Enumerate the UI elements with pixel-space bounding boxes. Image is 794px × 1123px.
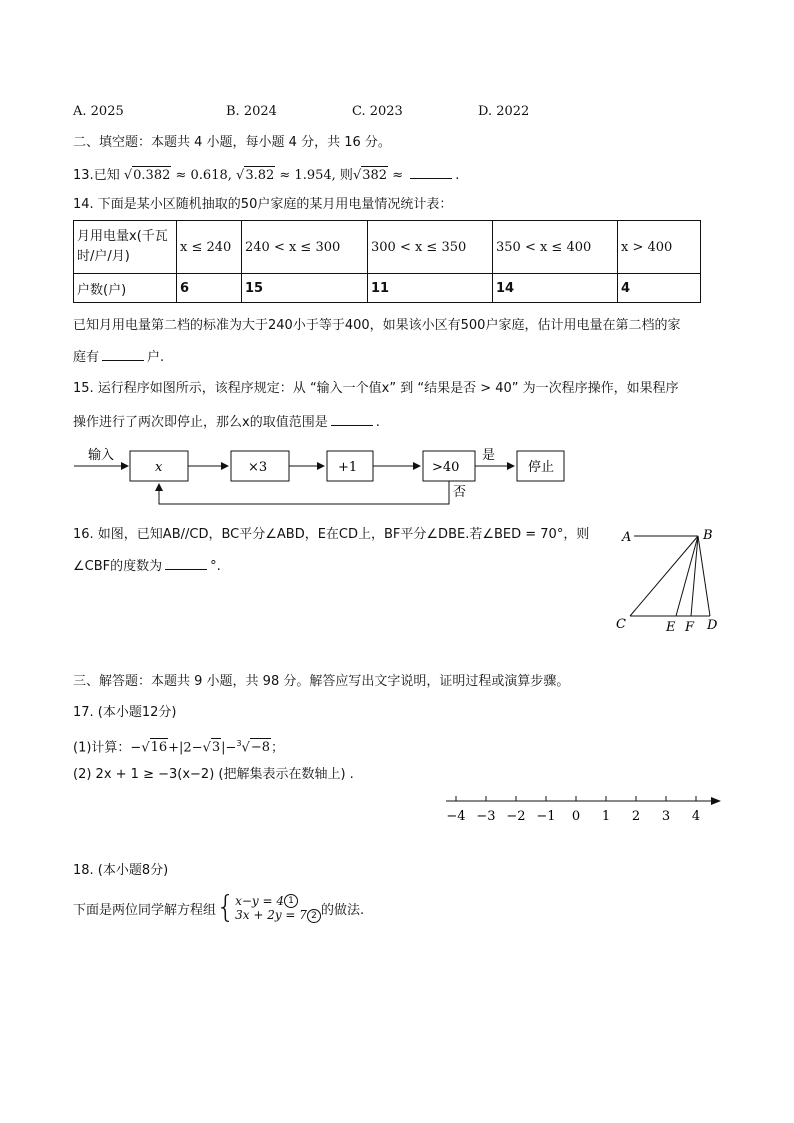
- q18-text-b: 的做法.: [320, 902, 365, 918]
- sqrt-sign: √: [352, 168, 362, 183]
- answer-blank[interactable]: [102, 347, 144, 361]
- q16-line-2: [73, 556, 221, 576]
- q13-number: 13.: [73, 168, 94, 183]
- q15-line-2a: 操作进行了两次即停止，那么x的取值范围是: [73, 415, 328, 430]
- q17-p1-c: |−: [221, 740, 237, 756]
- point-a-label: A: [622, 530, 632, 545]
- q13-end: .: [455, 168, 460, 183]
- q15-line-1: 15. 运行程序如图所示，该程序规定：从 “输入一个值x” 到 “结果是否 > 40” 为一次程序操作，如果程序: [73, 381, 679, 396]
- point-e-label: E: [666, 620, 676, 635]
- table-cell: 14: [493, 274, 618, 303]
- q13-value-1: ≈ 0.618,: [175, 168, 232, 183]
- answer-blank[interactable]: [410, 165, 452, 179]
- number-line-label: 4: [691, 809, 701, 824]
- number-line-label: −2: [506, 809, 526, 824]
- sqrt-sign: √: [123, 168, 133, 183]
- q13-radicand-1: 0.382: [133, 168, 171, 183]
- q14-text-2a: 庭有: [73, 350, 100, 365]
- q17-part-2: (2) 2x + 1 ≥ −3(x−2) (把解集表示在数轴上) .: [73, 767, 354, 782]
- choice-b: B. 2024: [226, 104, 277, 119]
- q17-heading: 17. (本小题12分): [73, 705, 177, 720]
- point-f-label: F: [685, 620, 695, 635]
- q18-text-a: 下面是两位同学解方程组: [73, 902, 217, 918]
- question-14-intro: 14. 下面是某小区随机抽取的50户家庭的某月用电量情况统计表：: [73, 197, 453, 212]
- flow-box-x-label: x: [155, 460, 163, 475]
- q17-p1-b: +|2−: [168, 740, 203, 756]
- answer-blank[interactable]: [165, 556, 207, 570]
- point-b-label: B: [703, 528, 713, 543]
- q17-p1-d: ；: [271, 740, 285, 756]
- q17-radicand-3: −8: [250, 740, 271, 756]
- number-line-label: −1: [536, 809, 556, 824]
- circled-number: 1: [284, 894, 298, 908]
- q13-prefix: 已知: [93, 168, 120, 183]
- choice-d: D. 2022: [478, 104, 530, 119]
- number-line-label: 2: [631, 809, 641, 824]
- table-cell: x ≤ 240: [177, 221, 242, 274]
- flow-box-plus1-label: +1: [338, 460, 358, 475]
- equation-2: 3x + 2y = 7: [235, 908, 307, 922]
- section-3-heading: 三、解答题：本题共 9 小题，共 98 分。解答应写出文字说明，证明过程或演算步骤。: [73, 674, 570, 689]
- electricity-table: [73, 220, 701, 303]
- q14-text-1: 已知月用电量第二档的标准为大于240小于等于400，如果该小区有500户家庭，估计用电量在第二档的家: [73, 318, 681, 333]
- point-c-label: C: [616, 617, 626, 632]
- q15-line-2b: .: [375, 415, 380, 430]
- segment-bc: [630, 536, 698, 616]
- q16-line-1: 16. 如图，已知AB//CD，BC平分∠ABD，E在CD上，BF平分∠DBE.若∠BED = 70°，则: [73, 527, 590, 542]
- section-2-heading: 二、填空题：本题共 4 小题，每小题 4 分，共 16 分。: [73, 135, 391, 150]
- number-line-label: 3: [661, 809, 671, 824]
- circled-number: 2: [307, 909, 321, 923]
- answer-blank[interactable]: [331, 412, 373, 426]
- table-cell: 300 < x ≤ 350: [368, 221, 493, 274]
- segment-bd: [698, 536, 710, 616]
- q17-radicand-2: 3: [211, 740, 221, 756]
- q18-statement: [73, 890, 364, 926]
- q16-line-2b: °.: [210, 559, 221, 574]
- table-cell: x > 400: [618, 221, 701, 274]
- table-cell: 6: [177, 274, 242, 303]
- q18-heading: 18. (本小题8分): [73, 863, 169, 878]
- q13-value-3: ≈: [392, 168, 404, 183]
- cube-root-index: 3: [236, 739, 242, 748]
- point-d-label: D: [707, 618, 718, 633]
- table-cell: 11: [368, 274, 493, 303]
- choice-c: C. 2023: [352, 104, 403, 119]
- sqrt-sign: √: [141, 740, 150, 756]
- q14-text-2: [73, 347, 164, 367]
- table-cell: 240 < x ≤ 300: [242, 221, 368, 274]
- sqrt-sign: √: [202, 740, 211, 756]
- table-header-cell: 户数(户): [74, 274, 177, 303]
- q15-line-2: [73, 412, 380, 432]
- equation-system: [235, 894, 321, 923]
- table-row: [74, 221, 701, 274]
- flow-box-times3-label: ×3: [248, 460, 268, 475]
- flow-no-label: 否: [453, 485, 467, 500]
- choice-a: A. 2025: [73, 104, 124, 119]
- q13-radicand-3: 382: [362, 168, 388, 183]
- geometry-figure: [612, 522, 728, 638]
- number-line: [440, 788, 730, 828]
- number-line-label: 1: [601, 809, 611, 824]
- sqrt-sign: √: [241, 740, 250, 756]
- q13-radicand-2: 3.82: [245, 168, 275, 183]
- number-line-label: −3: [476, 809, 496, 824]
- q16-line-2a: ∠CBF的度数为: [73, 559, 163, 574]
- sqrt-sign: √: [236, 168, 245, 183]
- q13-then: 则: [339, 168, 353, 183]
- flow-box-compare-label: >40: [432, 460, 460, 475]
- q17-p1-a: (1)计算：−: [73, 740, 142, 756]
- q13-value-2: ≈ 1.954,: [279, 168, 336, 183]
- table-row: [74, 274, 701, 303]
- q17-part-1: [73, 735, 284, 757]
- brace: {: [216, 890, 236, 925]
- table-cell: 15: [242, 274, 368, 303]
- equation-1: x−y = 4: [235, 893, 285, 908]
- flow-box-stop-label: 停止: [528, 460, 555, 475]
- question-13: [73, 165, 459, 185]
- q17-radicand-1: 16: [150, 740, 168, 756]
- number-line-label: 0: [571, 809, 581, 824]
- program-flowchart: [70, 440, 590, 506]
- flow-yes-label: 是: [482, 448, 496, 463]
- flow-input-label: 输入: [88, 448, 115, 463]
- table-cell: 4: [618, 274, 701, 303]
- number-line-label: −4: [446, 809, 466, 824]
- q14-text-2b: 户.: [147, 350, 165, 365]
- table-cell: 350 < x ≤ 400: [493, 221, 618, 274]
- flow-loop-arrow: [159, 481, 449, 504]
- table-header-cell: 月用电量x(千瓦时/户/月): [74, 221, 177, 274]
